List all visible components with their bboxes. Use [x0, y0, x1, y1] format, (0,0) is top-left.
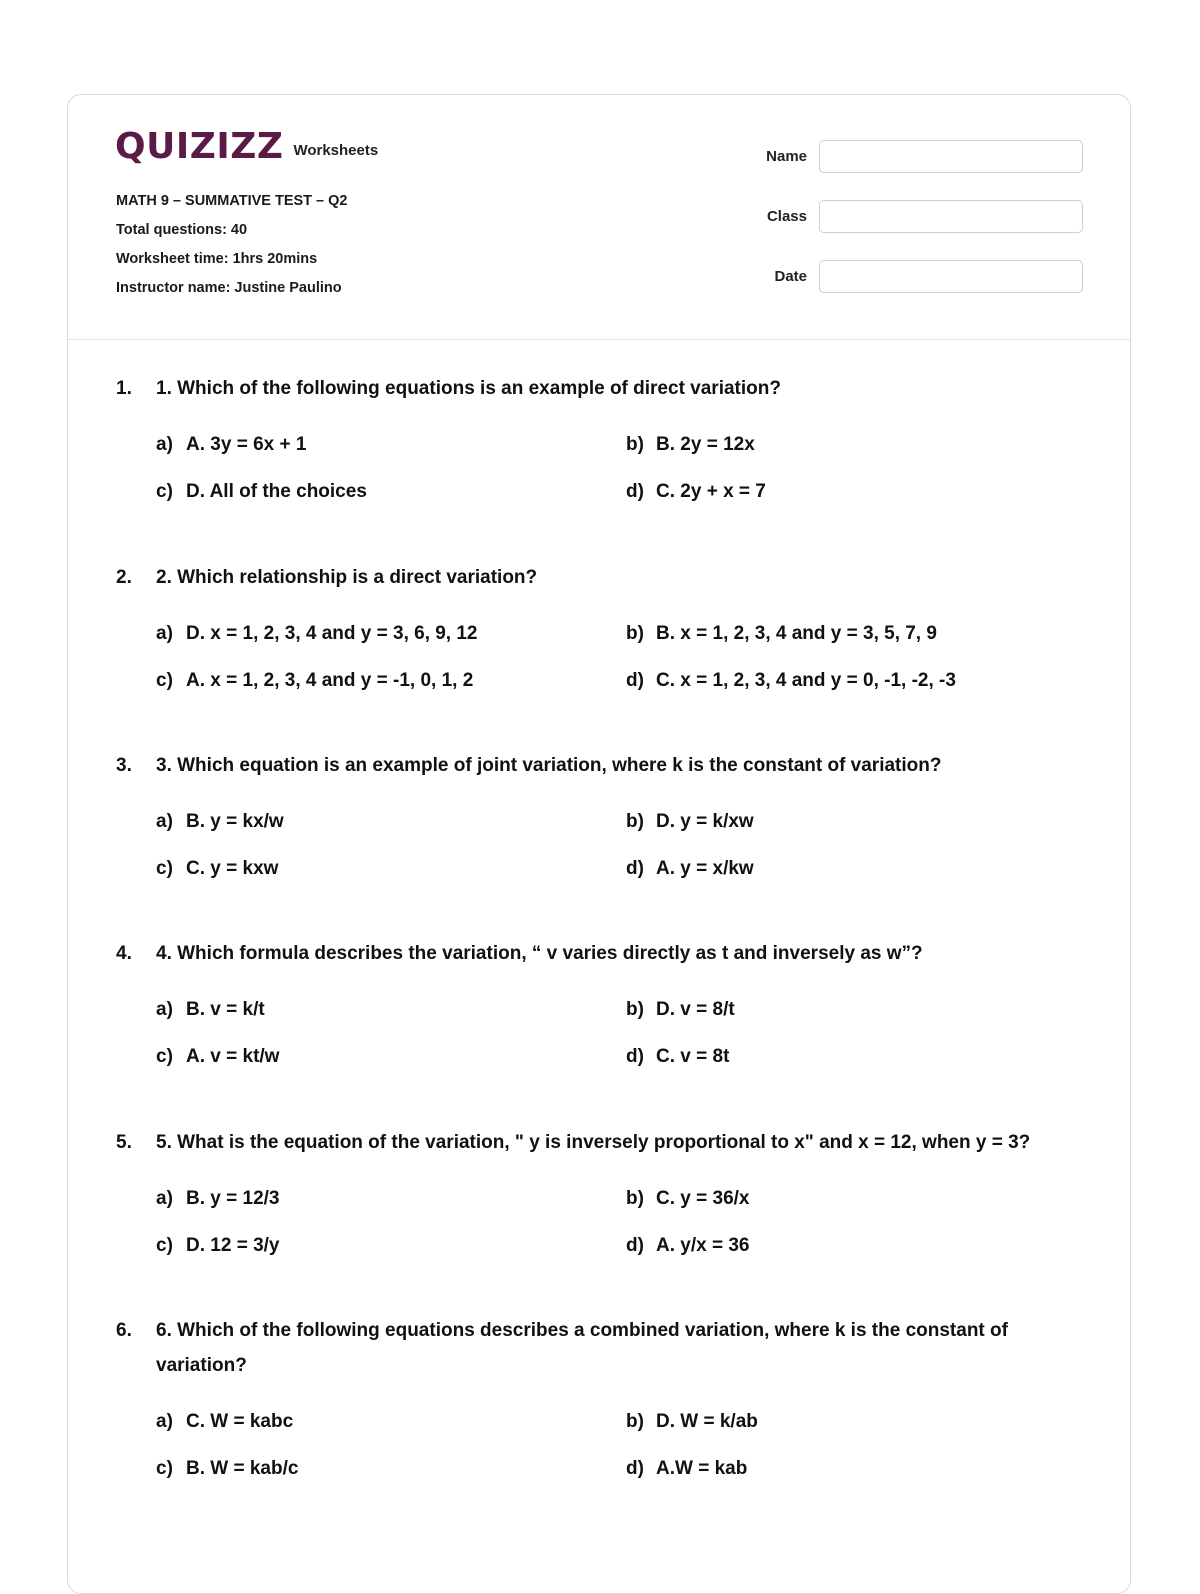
instructor-name: Instructor name: Justine Paulino [116, 280, 342, 296]
brand [115, 127, 378, 167]
question-2 [116, 560, 1096, 697]
option-letter: a) [156, 434, 173, 455]
option-letter: a) [156, 623, 173, 644]
option-a [156, 1405, 626, 1438]
date-label: Date [774, 267, 807, 285]
question-3 [116, 748, 1096, 885]
option-c [156, 1452, 626, 1485]
answer-options [156, 1182, 1096, 1262]
name-label: Name [766, 147, 807, 165]
option-text: C. y = 36/x [656, 1188, 750, 1209]
option-text: C. 2y + x = 7 [656, 481, 766, 502]
class-field[interactable] [819, 200, 1083, 233]
option-text: D. x = 1, 2, 3, 4 and y = 3, 6, 9, 12 [186, 623, 478, 644]
worksheet-time: Worksheet time: 1hrs 20mins [116, 251, 318, 267]
option-text: A. 3y = 6x + 1 [186, 434, 307, 455]
answer-options [156, 617, 1096, 697]
option-text: D. v = 8/t [656, 999, 735, 1020]
question-1 [116, 371, 1096, 508]
total-questions: Total questions: 40 [116, 222, 248, 238]
option-text: B. x = 1, 2, 3, 4 and y = 3, 5, 7, 9 [656, 623, 937, 644]
option-text: A. v = kt/w [186, 1046, 280, 1067]
option-text: B. W = kab/c [186, 1458, 299, 1479]
option-letter: d) [626, 1235, 644, 1256]
option-text: C. v = 8t [656, 1046, 730, 1067]
option-letter: b) [626, 999, 644, 1020]
option-b [626, 428, 1096, 461]
class-label: Class [766, 207, 807, 225]
option-letter: b) [626, 1411, 644, 1432]
question-number: 5. [116, 1132, 132, 1153]
worksheet-meta [116, 187, 348, 303]
option-text: A. y/x = 36 [656, 1235, 750, 1256]
option-b [626, 617, 1096, 650]
option-letter: c) [156, 1046, 173, 1067]
option-letter: d) [626, 858, 644, 879]
option-letter: c) [156, 670, 173, 691]
date-field-row [766, 257, 1083, 295]
option-b [626, 993, 1096, 1026]
option-c [156, 664, 626, 697]
option-b [626, 1182, 1096, 1215]
option-b [626, 1405, 1096, 1438]
date-field[interactable] [819, 260, 1083, 293]
option-letter: d) [626, 1458, 644, 1479]
question-4 [116, 936, 1096, 1073]
option-letter: c) [156, 1458, 173, 1479]
option-a [156, 993, 626, 1026]
option-text: C. y = kxw [186, 858, 279, 879]
question-number: 3. [116, 755, 132, 776]
option-a [156, 1182, 626, 1215]
option-text: D. All of the choices [186, 481, 367, 502]
option-text: D. 12 = 3/y [186, 1235, 280, 1256]
option-text: A.W = kab [656, 1458, 748, 1479]
question-number: 2. [116, 567, 132, 588]
question-number: 4. [116, 943, 132, 964]
option-letter: c) [156, 481, 173, 502]
answer-options [156, 993, 1096, 1073]
question-6 [116, 1313, 1096, 1485]
question-text: 3. Which equation is an example of joint variation, where k is the constant of variation? [156, 755, 942, 776]
option-letter: a) [156, 999, 173, 1020]
option-letter: b) [626, 434, 644, 455]
option-letter: b) [626, 1188, 644, 1209]
question-number: 6. [116, 1320, 132, 1341]
option-d [626, 664, 1096, 697]
option-text: C. x = 1, 2, 3, 4 and y = 0, -1, -2, -3 [656, 670, 956, 691]
question-text: 4. Which formula describes the variation, “ v varies directly as t and inversely as w”? [156, 943, 923, 964]
worksheet-header [68, 95, 1130, 340]
question-text: 6. Which of the following equations describes a combined variation, where k is the constant of variation? [156, 1320, 1008, 1376]
option-a [156, 805, 626, 838]
option-text: B. v = k/t [186, 999, 265, 1020]
option-c [156, 1040, 626, 1073]
answer-options [156, 428, 1096, 508]
question-text: 2. Which relationship is a direct variation? [156, 567, 538, 588]
question-5 [116, 1125, 1096, 1262]
option-letter: d) [626, 670, 644, 691]
option-d [626, 475, 1096, 508]
option-a [156, 428, 626, 461]
option-letter: b) [626, 811, 644, 832]
option-letter: c) [156, 858, 173, 879]
option-text: D. W = k/ab [656, 1411, 758, 1432]
question-text: 1. Which of the following equations is an example of direct variation? [156, 378, 781, 399]
option-d [626, 852, 1096, 885]
option-letter: d) [626, 1046, 644, 1067]
option-letter: a) [156, 1188, 173, 1209]
option-text: C. W = kabc [186, 1411, 294, 1432]
option-d [626, 1229, 1096, 1262]
option-d [626, 1040, 1096, 1073]
option-d [626, 1452, 1096, 1485]
option-c [156, 1229, 626, 1262]
option-text: A. x = 1, 2, 3, 4 and y = -1, 0, 1, 2 [186, 670, 474, 691]
quizizz-logo: QUIZIZZ [115, 126, 284, 167]
option-c [156, 852, 626, 885]
option-letter: d) [626, 481, 644, 502]
option-letter: c) [156, 1235, 173, 1256]
answer-options [156, 1405, 1096, 1485]
class-field-row [766, 197, 1083, 235]
option-text: D. y = k/xw [656, 811, 754, 832]
worksheet-page [67, 94, 1131, 1594]
student-fields [766, 137, 1083, 317]
name-field-row [766, 137, 1083, 175]
option-letter: b) [626, 623, 644, 644]
option-letter: a) [156, 811, 173, 832]
option-text: B. y = kx/w [186, 811, 284, 832]
question-number: 1. [116, 378, 132, 399]
option-text: B. 2y = 12x [656, 434, 755, 455]
option-c [156, 475, 626, 508]
logo-subtitle: Worksheets [293, 142, 379, 159]
option-a [156, 617, 626, 650]
option-letter: a) [156, 1411, 173, 1432]
option-text: A. y = x/kw [656, 858, 754, 879]
question-text: 5. What is the equation of the variation, " y is inversely proportional to x" and x = 12, when y = 3? [156, 1132, 1031, 1153]
answer-options [156, 805, 1096, 885]
option-text: B. y = 12/3 [186, 1188, 280, 1209]
option-b [626, 805, 1096, 838]
worksheet-title: MATH 9 – SUMMATIVE TEST – Q2 [116, 193, 348, 209]
name-field[interactable] [819, 140, 1083, 173]
